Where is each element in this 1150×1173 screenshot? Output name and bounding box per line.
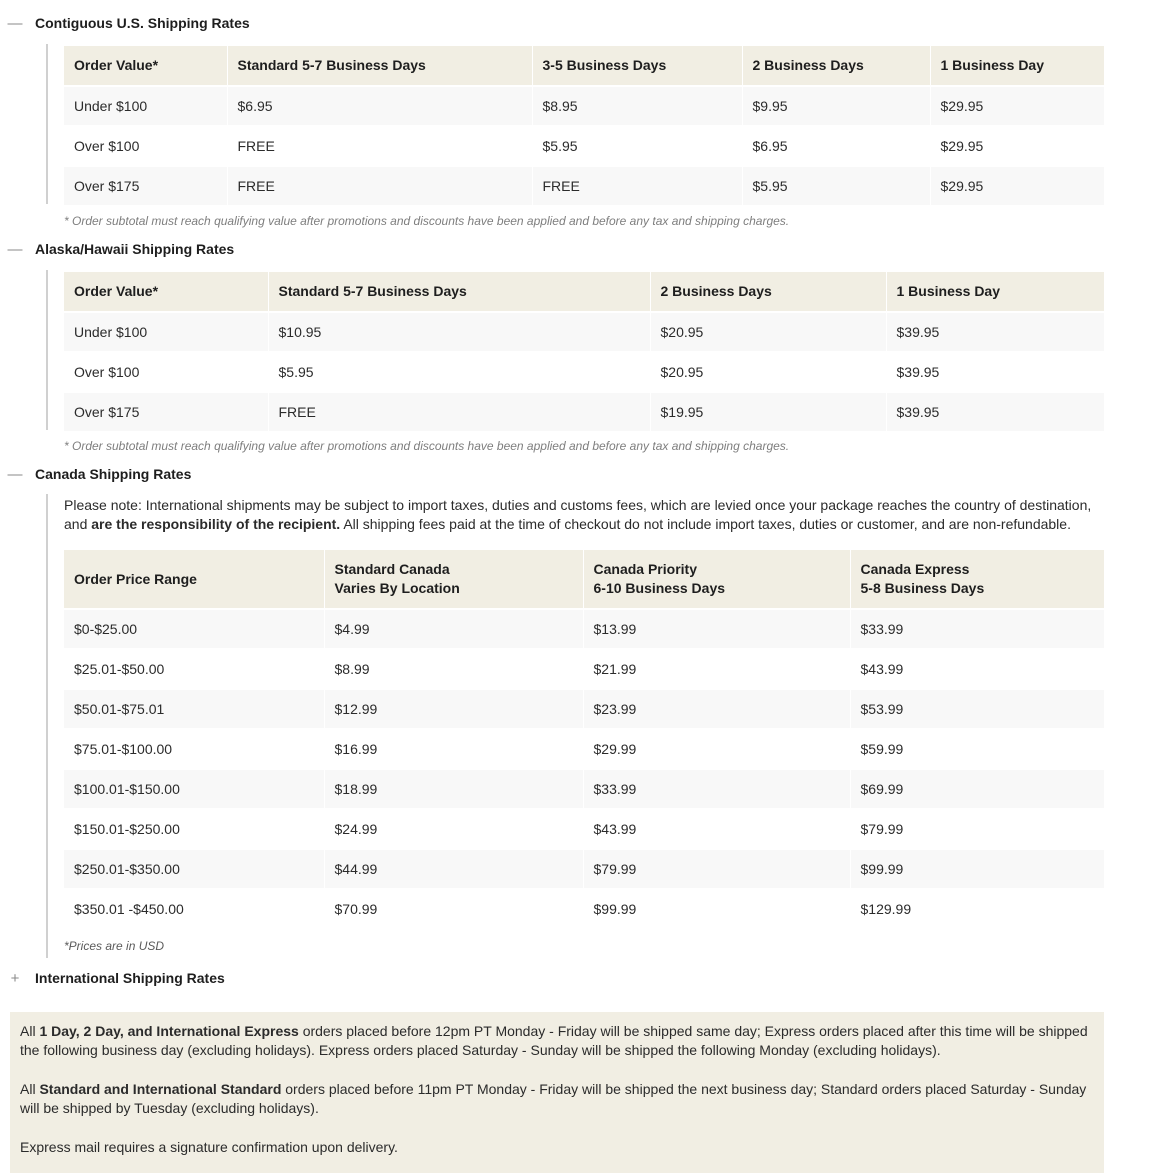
header-line: Varies By Location [334, 580, 460, 596]
table-cell: $9.95 [742, 86, 930, 126]
column-header: Order Value* [64, 272, 268, 312]
header-line: 6-10 Business Days [593, 580, 726, 596]
table-row [64, 392, 1104, 432]
table-row [64, 649, 1104, 689]
canada-footnote: *Prices are in USD [64, 939, 165, 953]
table-cell: $39.95 [886, 352, 1104, 392]
table-cell: $70.99 [324, 889, 583, 929]
table-cell: $5.95 [742, 166, 930, 206]
column-header: 1 Business Day [886, 272, 1104, 312]
intl-section-title[interactable]: International Shipping Rates [35, 970, 225, 986]
table-cell: $23.99 [583, 689, 850, 729]
info-text: orders placed before 11pm PT Monday - Friday will be shipped the next business day; Standard orders placed Saturday - Sunday will be shipped by Tuesday (excluding holidays). [20, 1081, 1087, 1116]
table-cell: $33.99 [850, 609, 1104, 649]
table-cell: $99.99 [850, 849, 1104, 889]
table-cell: $12.99 [324, 689, 583, 729]
akhi-rates-table [64, 272, 1105, 433]
table-cell: FREE [227, 166, 532, 206]
table-cell: $53.99 [850, 689, 1104, 729]
table-header-row [64, 272, 1104, 312]
table-cell: $29.95 [930, 126, 1104, 166]
table-cell: $21.99 [583, 649, 850, 689]
info-paragraph [20, 1080, 1094, 1118]
table-cell: $99.99 [583, 889, 850, 929]
table-cell: Over $100 [64, 126, 227, 166]
shipping-info-box [10, 1012, 1104, 1173]
table-row [64, 769, 1104, 809]
table-cell: $20.95 [650, 352, 886, 392]
info-paragraph: Express mail requires a signature confirmation upon delivery. [20, 1139, 398, 1155]
table-cell: $44.99 [324, 849, 583, 889]
table-row [64, 609, 1104, 649]
us-section-header[interactable] [0, 13, 250, 33]
info-text: All [20, 1023, 40, 1039]
header-line: Order Price Range [74, 570, 197, 587]
canada-rates-table [64, 550, 1105, 930]
table-cell: $8.95 [532, 86, 742, 126]
collapse-icon[interactable]: — [7, 240, 23, 258]
collapse-icon[interactable]: — [7, 465, 23, 483]
table-cell: $0-$25.00 [64, 609, 324, 649]
us-section-title[interactable]: Contiguous U.S. Shipping Rates [35, 15, 250, 31]
header-line: Canada Express [860, 561, 970, 577]
info-emphasis: 1 Day, 2 Day, and International Express [39, 1023, 299, 1039]
table-cell: $33.99 [583, 769, 850, 809]
table-cell: $10.95 [268, 312, 650, 352]
canada-section-title[interactable]: Canada Shipping Rates [35, 466, 192, 482]
section-divider [46, 270, 48, 430]
info-text: orders placed before 12pm PT Monday - Friday will be shipped same day; Express orders placed after this time will be shipped the following business day (excluding holidays). Express orders placed Saturday - Sunday will be shipped the following Monday (excluding holidays). [20, 1023, 1088, 1058]
column-header: Standard 5-7 Business Days [227, 46, 532, 86]
table-row [64, 689, 1104, 729]
table-row [64, 166, 1104, 206]
table-row [64, 126, 1104, 166]
table-cell: Over $175 [64, 166, 227, 206]
expand-icon[interactable]: + [10, 969, 20, 987]
akhi-section-header[interactable] [0, 239, 234, 259]
table-cell: $79.99 [850, 809, 1104, 849]
table-cell: $19.95 [650, 392, 886, 432]
table-cell: $13.99 [583, 609, 850, 649]
note-text: All shipping fees paid at the time of checkout do not include import taxes, duties or customer, and are non-refundable. [340, 516, 1071, 532]
header-line: 5-8 Business Days [860, 580, 985, 596]
table-row [64, 729, 1104, 769]
header-line: Canada Priority [593, 561, 697, 577]
table-cell: $5.95 [532, 126, 742, 166]
column-header [64, 550, 324, 609]
table-cell: $16.99 [324, 729, 583, 769]
info-emphasis: Standard and International Standard [39, 1081, 282, 1097]
table-row [64, 809, 1104, 849]
table-cell: $75.01-$100.00 [64, 729, 324, 769]
table-cell: $43.99 [583, 809, 850, 849]
table-cell: $59.99 [850, 729, 1104, 769]
table-cell: $250.01-$350.00 [64, 849, 324, 889]
table-cell: $8.99 [324, 649, 583, 689]
table-cell: $24.99 [324, 809, 583, 849]
table-cell: $6.95 [742, 126, 930, 166]
note-emphasis: are the responsibility of the recipient. [91, 516, 341, 532]
table-cell: $150.01-$250.00 [64, 809, 324, 849]
column-header [850, 550, 1104, 609]
table-cell: $43.99 [850, 649, 1104, 689]
table-row [64, 849, 1104, 889]
table-cell: Over $100 [64, 352, 268, 392]
table-cell: $29.95 [930, 166, 1104, 206]
table-header-row [64, 550, 1104, 609]
table-cell: $20.95 [650, 312, 886, 352]
us-footnote: * Order subtotal must reach qualifying value after promotions and discounts have been applied and before any tax and shipping charges. [64, 214, 790, 228]
table-cell: $25.01-$50.00 [64, 649, 324, 689]
column-header [324, 550, 583, 609]
column-header: 2 Business Days [650, 272, 886, 312]
us-rates-table [64, 46, 1105, 207]
table-cell: $4.99 [324, 609, 583, 649]
table-row [64, 86, 1104, 126]
canada-import-note [64, 496, 1104, 534]
table-header-row [64, 46, 1104, 86]
akhi-section-title[interactable]: Alaska/Hawaii Shipping Rates [35, 241, 235, 257]
info-paragraph [20, 1022, 1094, 1060]
table-cell: Under $100 [64, 312, 268, 352]
header-line: Standard Canada [334, 561, 450, 577]
table-cell: $5.95 [268, 352, 650, 392]
collapse-icon[interactable]: — [7, 14, 23, 32]
section-divider [46, 44, 48, 204]
table-cell: $129.99 [850, 889, 1104, 929]
table-cell: $29.95 [930, 86, 1104, 126]
table-cell: FREE [532, 166, 742, 206]
column-header: 2 Business Days [742, 46, 930, 86]
table-cell: Over $175 [64, 392, 268, 432]
note-text: Please note: International shipments may be subject to import taxes, duties and customs fees, which are levied once your package reaches the country of destination, and [64, 497, 1092, 532]
table-row [64, 889, 1104, 929]
table-cell: $29.99 [583, 729, 850, 769]
column-header: Order Value* [64, 46, 227, 86]
table-cell: $18.99 [324, 769, 583, 809]
table-cell: $100.01-$150.00 [64, 769, 324, 809]
akhi-footnote: * Order subtotal must reach qualifying value after promotions and discounts have been applied and before any tax and shipping charges. [64, 439, 790, 453]
table-cell: Under $100 [64, 86, 227, 126]
table-row [64, 352, 1104, 392]
section-divider [46, 494, 48, 958]
info-text: All [20, 1081, 40, 1097]
column-header: 1 Business Day [930, 46, 1104, 86]
table-row [64, 312, 1104, 352]
intl-section-header[interactable] [0, 968, 225, 988]
column-header: 3-5 Business Days [532, 46, 742, 86]
table-cell: $79.99 [583, 849, 850, 889]
table-cell: $350.01 -$450.00 [64, 889, 324, 929]
table-cell: $6.95 [227, 86, 532, 126]
table-cell: $39.95 [886, 392, 1104, 432]
column-header: Standard 5-7 Business Days [268, 272, 650, 312]
table-cell: FREE [268, 392, 650, 432]
canada-section-header[interactable] [0, 464, 191, 484]
table-cell: $50.01-$75.01 [64, 689, 324, 729]
column-header [583, 550, 850, 609]
table-cell: FREE [227, 126, 532, 166]
table-cell: $39.95 [886, 312, 1104, 352]
table-cell: $69.99 [850, 769, 1104, 809]
